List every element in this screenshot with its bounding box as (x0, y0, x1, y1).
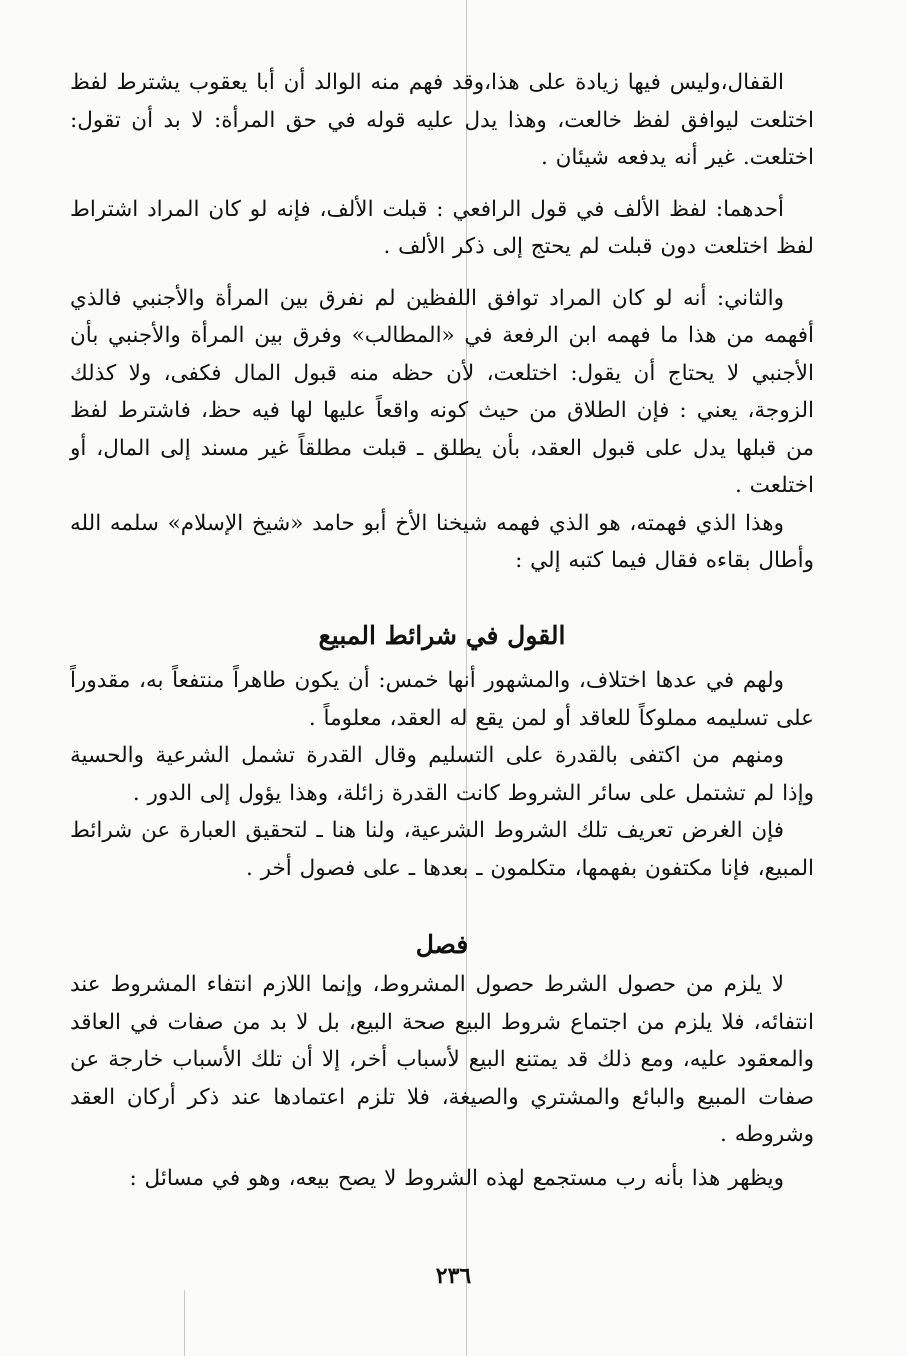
paragraph-abu-hamid: وهذا الذي فهمته، هو الذي فهمه شيخنا الأخ أبو حامد «شيخ الإسلام» سلمه الله وأطال بقاءه فقال فيما كتبه إلي : (70, 510, 814, 573)
section-fasl (70, 966, 814, 1197)
paragraph-qaffal: القفال،وليس فيها زيادة على هذا،وقد فهم منه الوالد أن أبا يعقوب يشترط لفظ اختلعت ليوافق لفظ خالعت، وهذا يدل عليه قوله في حق المرأة: لا بد أن تقول: اختلعت. غير أنه يدفعه شيئان . (70, 70, 814, 170)
paragraph-purpose: فإن الغرض تعريف تلك الشروط الشرعية، ولنا هنا ـ لتحقيق العبارة عن شرائط المبيع، فإنا مكتفون بفهمها، متكلمون ـ بعدها ـ على فصول أخر . (70, 818, 814, 881)
page-number: ٢٣٦ (435, 1263, 472, 1289)
paragraph-second-reason: والثاني: أنه لو كان المراد توافق اللفظين لم نفرق بين المرأة والأجنبي فالذي أفهمه من هذا ما فهمه ابن الرفعة في «المطالب» وفرق بين المرأة والأجنبي بأن الأجنبي لا يحتاج أن يقول: اختلعت، لأن حظه منه قبول المال فكفى، ولا كذلك الزوجة، يعني : فإن الطلاق من حيث كونه واقعاً عليها لها فيه حظ، فاشترط لفظ من قبلها يدل على قبول العقد، بأن يطلق ـ قبلت مطلقاً غير مسند إلى المال، أو اختلعت . (70, 285, 814, 498)
heading-fasl: فصل (415, 930, 469, 959)
section-conditions (70, 662, 814, 887)
heading-conditions-of-sold-item: القول في شرائط المبيع (318, 621, 566, 650)
section-khul-discussion (70, 64, 814, 580)
paragraph-first-reason: أحدهما: لفظ الألف في قول الرافعي : قبلت الألف، فإنه لو كان المراد اشتراط لفظ اختلعت دون قبلت لم يحتج إلى ذكر الألف . (70, 196, 814, 259)
paragraph-issues-intro: ويظهر هذا بأنه رب مستجمع لهذه الشروط لا يصح بيعه، وهو في مسائل : (129, 1165, 784, 1191)
paragraph-condition-principle: لا يلزم من حصول الشرط حصول المشروط، وإنما اللازم انتفاء المشروط عند انتفائه، فلا يلزم من اجتماع شروط البيع صحة البيع، بل لا بد من صفات في العاقد والمعقود عليه، ومع ذلك قد يمتنع البيع لأسباب أخر، إلا أن تلك الأسباب خارجة عن صفات المبيع والبائع والمشتري والصيغة، فلا تلزم اعتمادها عند ذكر أركان العقد وشروطه . (70, 972, 814, 1147)
paragraph-five-conditions: ولهم في عدها اختلاف، والمشهور أنها خمس: أن يكون طاهراً منتفعاً به، مقدوراً على تسليمه مملوكاً للعاقد أو لمن يقع له العقد، معلوماً . (70, 668, 814, 731)
scan-edge-line (184, 1290, 185, 1356)
paragraph-ability-to-deliver: ومنهم من اكتفى بالقدرة على التسليم وقال القدرة تشمل الشرعية والحسية وإذا لم تشتمل على سائر الشروط كانت القدرة زائلة، وهذا يؤول إلى الدور . (70, 743, 814, 806)
